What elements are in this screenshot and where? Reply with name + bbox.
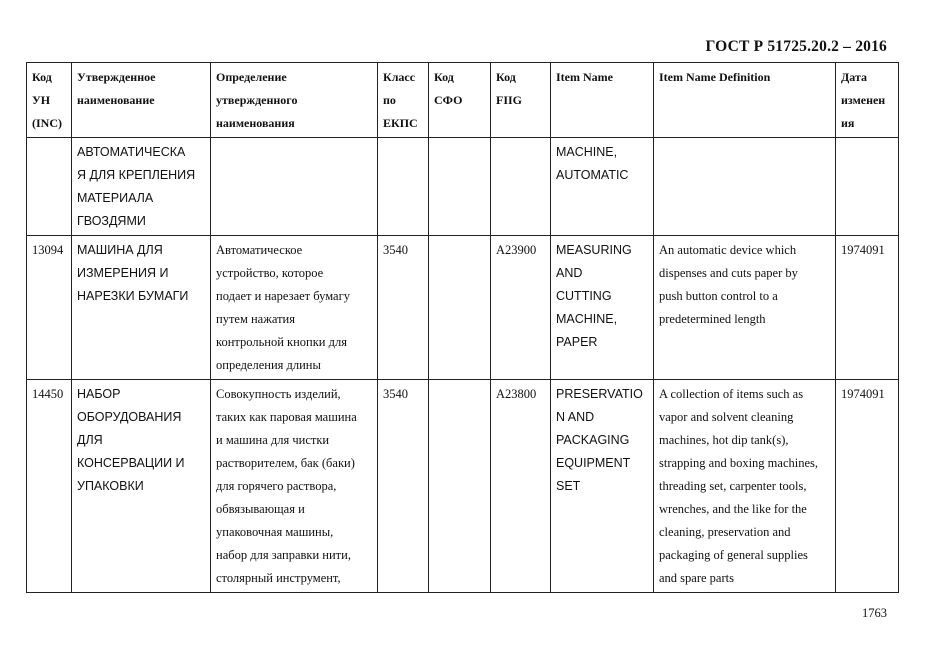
table-row [27, 380, 899, 593]
cell-inc: 14450 [27, 380, 72, 593]
cell-definition [211, 138, 378, 236]
table-header-row [27, 63, 899, 138]
cell-class: 3540 [378, 236, 429, 380]
header-item-name: Item Name [551, 63, 654, 138]
cell-class: 3540 [378, 380, 429, 593]
header-date: Дата изменен ия [836, 63, 899, 138]
item-name-table [26, 62, 899, 593]
header-inc: Код УН (INC) [27, 63, 72, 138]
cell-item-name-definition: An automatic device which dispenses and cuts paper by push button control to a predetermined length [654, 236, 836, 380]
cell-item-name: MACHINE, AUTOMATIC [551, 138, 654, 236]
header-fiig: Код FIIG [491, 63, 551, 138]
cell-approved-name: АВТОМАТИЧЕСКА Я ДЛЯ КРЕПЛЕНИЯ МАТЕРИАЛА ГВОЗДЯМИ [72, 138, 211, 236]
cell-item-name: MEASURING AND CUTTING MACHINE, PAPER [551, 236, 654, 380]
cell-date: 1974091 [836, 236, 899, 380]
cell-item-name-definition [654, 138, 836, 236]
document-title: ГОСТ Р 51725.20.2 – 2016 [705, 38, 887, 55]
cell-inc: 13094 [27, 236, 72, 380]
cell-date: 1974091 [836, 380, 899, 593]
cell-fiig: A23800 [491, 380, 551, 593]
cell-sfo [429, 380, 491, 593]
cell-item-name: PRESERVATIO N AND PACKAGING EQUIPMENT SET [551, 380, 654, 593]
cell-item-name-definition: A collection of items such as vapor and solvent cleaning machines, hot dip tank(s), strapping and boxing machines, threading set, carpenter tools, wrenches, and the like for the cleaning, preservation and packaging of general supplies and spare parts [654, 380, 836, 593]
cell-approved-name: МАШИНА ДЛЯ ИЗМЕРЕНИЯ И НАРЕЗКИ БУМАГИ [72, 236, 211, 380]
cell-definition: Совокупность изделий, таких как паровая машина и машина для чистки растворителем, бак (баки) для горячего раствора, обвязывающая и упаковочная машины, набор для заправки нити, столярный инструмент, [211, 380, 378, 593]
cell-approved-name: НАБОР ОБОРУДОВАНИЯ ДЛЯ КОНСЕРВАЦИИ И УПАКОВКИ [72, 380, 211, 593]
cell-sfo [429, 138, 491, 236]
table-row [27, 236, 899, 380]
cell-date [836, 138, 899, 236]
cell-sfo [429, 236, 491, 380]
cell-fiig [491, 138, 551, 236]
cell-definition: Автоматическое устройство, которое подает и нарезает бумагу путем нажатия контрольной кнопки для определения длины [211, 236, 378, 380]
header-definition: Определение утвержденного наименования [211, 63, 378, 138]
header-class: Класс по ЕКПС [378, 63, 429, 138]
cell-class [378, 138, 429, 236]
table-row [27, 138, 899, 236]
cell-inc [27, 138, 72, 236]
header-item-name-definition: Item Name Definition [654, 63, 836, 138]
cell-fiig: A23900 [491, 236, 551, 380]
page-number: 1763 [862, 606, 887, 620]
header-sfo: Код СФО [429, 63, 491, 138]
header-approved-name: Утвержденное наименование [72, 63, 211, 138]
